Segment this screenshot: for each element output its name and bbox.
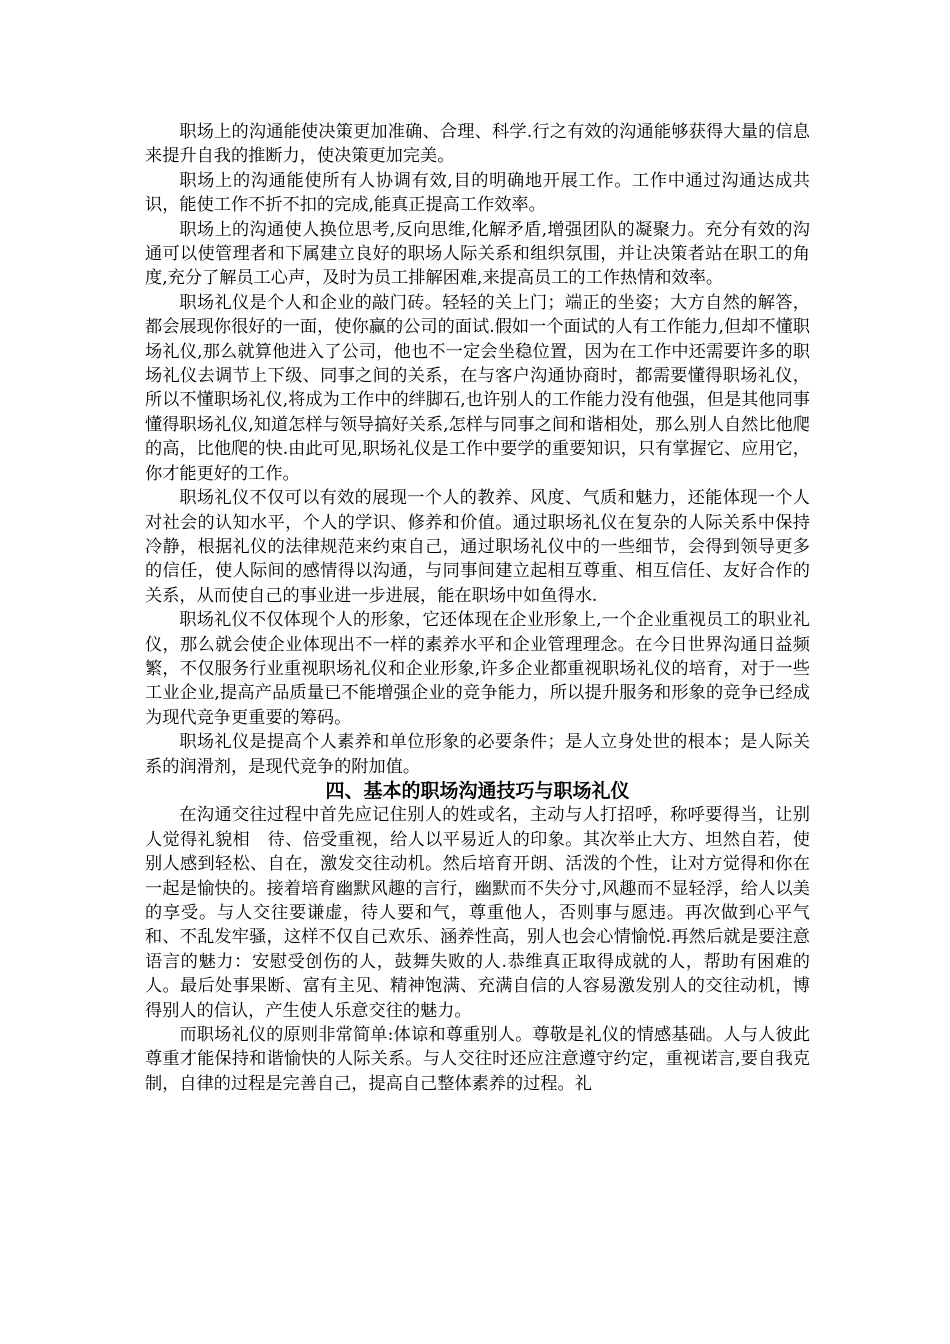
- paragraph-etiquette-enterprise: 职场礼仪不仅体现个人的形象，它还体现在企业形象上,一个企业重视员工的职业礼仪，那么就会使企业体现出不一样的素养水平和企业管理理念。在今日世界沟通日益频繁，不仅服务行业重视职场礼仪和企业形象,许多企业都重视职场礼仪的培育，对于一些工业企业,提高产品质量已不能增强企业的竞争能力，所以提升服务和形象的竞争已经成为现代竞争更重要的筹码。: [145, 610, 810, 728]
- paragraph-etiquette-principles: 而职场礼仪的原则非常简单:体谅和尊重别人。尊敬是礼仪的情感基础。人与人彼此尊重才能保持和谐愉快的人际关系。与人交往时还应注意遵守约定，重视诺言,要自我克制，自律的过程是完善自己，提高自己整体素养的过程。礼: [145, 1025, 810, 1094]
- paragraph-communication-skills: 在沟通交往过程中首先应记住别人的姓或名，主动与人打招呼，称呼要得当，让别人觉得礼貌相 待、倍受重视，给人以平易近人的印象。其次举止大方、坦然自若，使别人感到轻松、自在，激发交往动机。然后培育开朗、活泼的个性，让对方觉得和你在一起是愉快的。接着培育幽默风趣的言行，幽默而不失分寸,风趣而不显轻浮，给人以美的享受。与人交往要谦虚，待人要和气，尊重他人，否则事与愿违。再次做到心平气和、不乱发牢骚，这样不仅自己欢乐、涵养性高，别人也会心情愉悦.再然后就是要注意语言的魅力：安慰受创伤的人，鼓舞失败的人.恭维真正取得成就的人，帮助有困难的人。最后处事果断、富有主见、精神饱满、充满自信的人容易激发别人的交往动机，博得别人的信认，产生使人乐意交往的魅力。: [145, 805, 810, 1021]
- document-page: [145, 120, 810, 1096]
- section-heading: 四、基本的职场沟通技巧与职场礼仪: [325, 779, 630, 802]
- paragraph-communication-empathy: 职场上的沟通使人换位思考,反向思维,化解矛盾,增强团队的凝聚力。充分有效的沟通可以使管理者和下属建立良好的职场人际关系和组织氛围，并让决策者站在职工的角度,充分了解员工心声，及时为员工排解困难,来提高员工的工作热情和效率。: [145, 219, 810, 289]
- paragraph-etiquette-summary: 职场礼仪是提高个人素养和单位形象的必要条件；是人立身处世的根本；是人际关系的润滑剂，是现代竞争的附加值。: [145, 732, 810, 777]
- paragraph-communication-decision: 职场上的沟通能使决策更加准确、合理、科学.行之有效的沟通能够获得大量的信息来提升自我的推断力，使决策更加完美。: [145, 122, 810, 167]
- paragraph-etiquette-character: 职场礼仪不仅可以有效的展现一个人的教养、风度、气质和魅力，还能体现一个人对社会的认知水平，个人的学识、修养和价值。通过职场礼仪在复杂的人际关系中保持冷静，根据礼仪的法律规范来约束自己，通过职场礼仪中的一些细节，会得到领导更多的信任，使人际间的感情得以沟通，与同事间建立起相互尊重、相互信任、友好合作的关系，从而使自己的事业进一步进展，能在职场中如鱼得水.: [145, 488, 810, 606]
- paragraph-etiquette-door: 职场礼仪是个人和企业的敲门砖。轻轻的关上门；端正的坐姿；大方自然的解答，都会展现你很好的一面，使你赢的公司的面试.假如一个面试的人有工作能力,但却不懂职场礼仪,那么就算他进入了公司，他也不一定会坐稳位置，因为在工作中还需要许多的职场礼仪去调节上下级、同事之间的关系，在与客户沟通协商时，都需要懂得职场礼仪，所以不懂职场礼仪,将成为工作中的绊脚石,也许别人的工作能力没有他强，但是其他同事懂得职场礼仪,知道怎样与领导搞好关系,怎样与同事之间和谐相处，那么别人自然比他爬的高，比他爬的快.由此可见,职场礼仪是工作中要学的重要知识，只有掌握它、应用它，你才能更好的工作。: [145, 292, 810, 484]
- paragraph-communication-coordination: 职场上的沟通能使所有人协调有效,目的明确地开展工作。工作中通过沟通达成共识，能使工作不折不扣的完成,能真正提高工作效率。: [145, 170, 810, 216]
